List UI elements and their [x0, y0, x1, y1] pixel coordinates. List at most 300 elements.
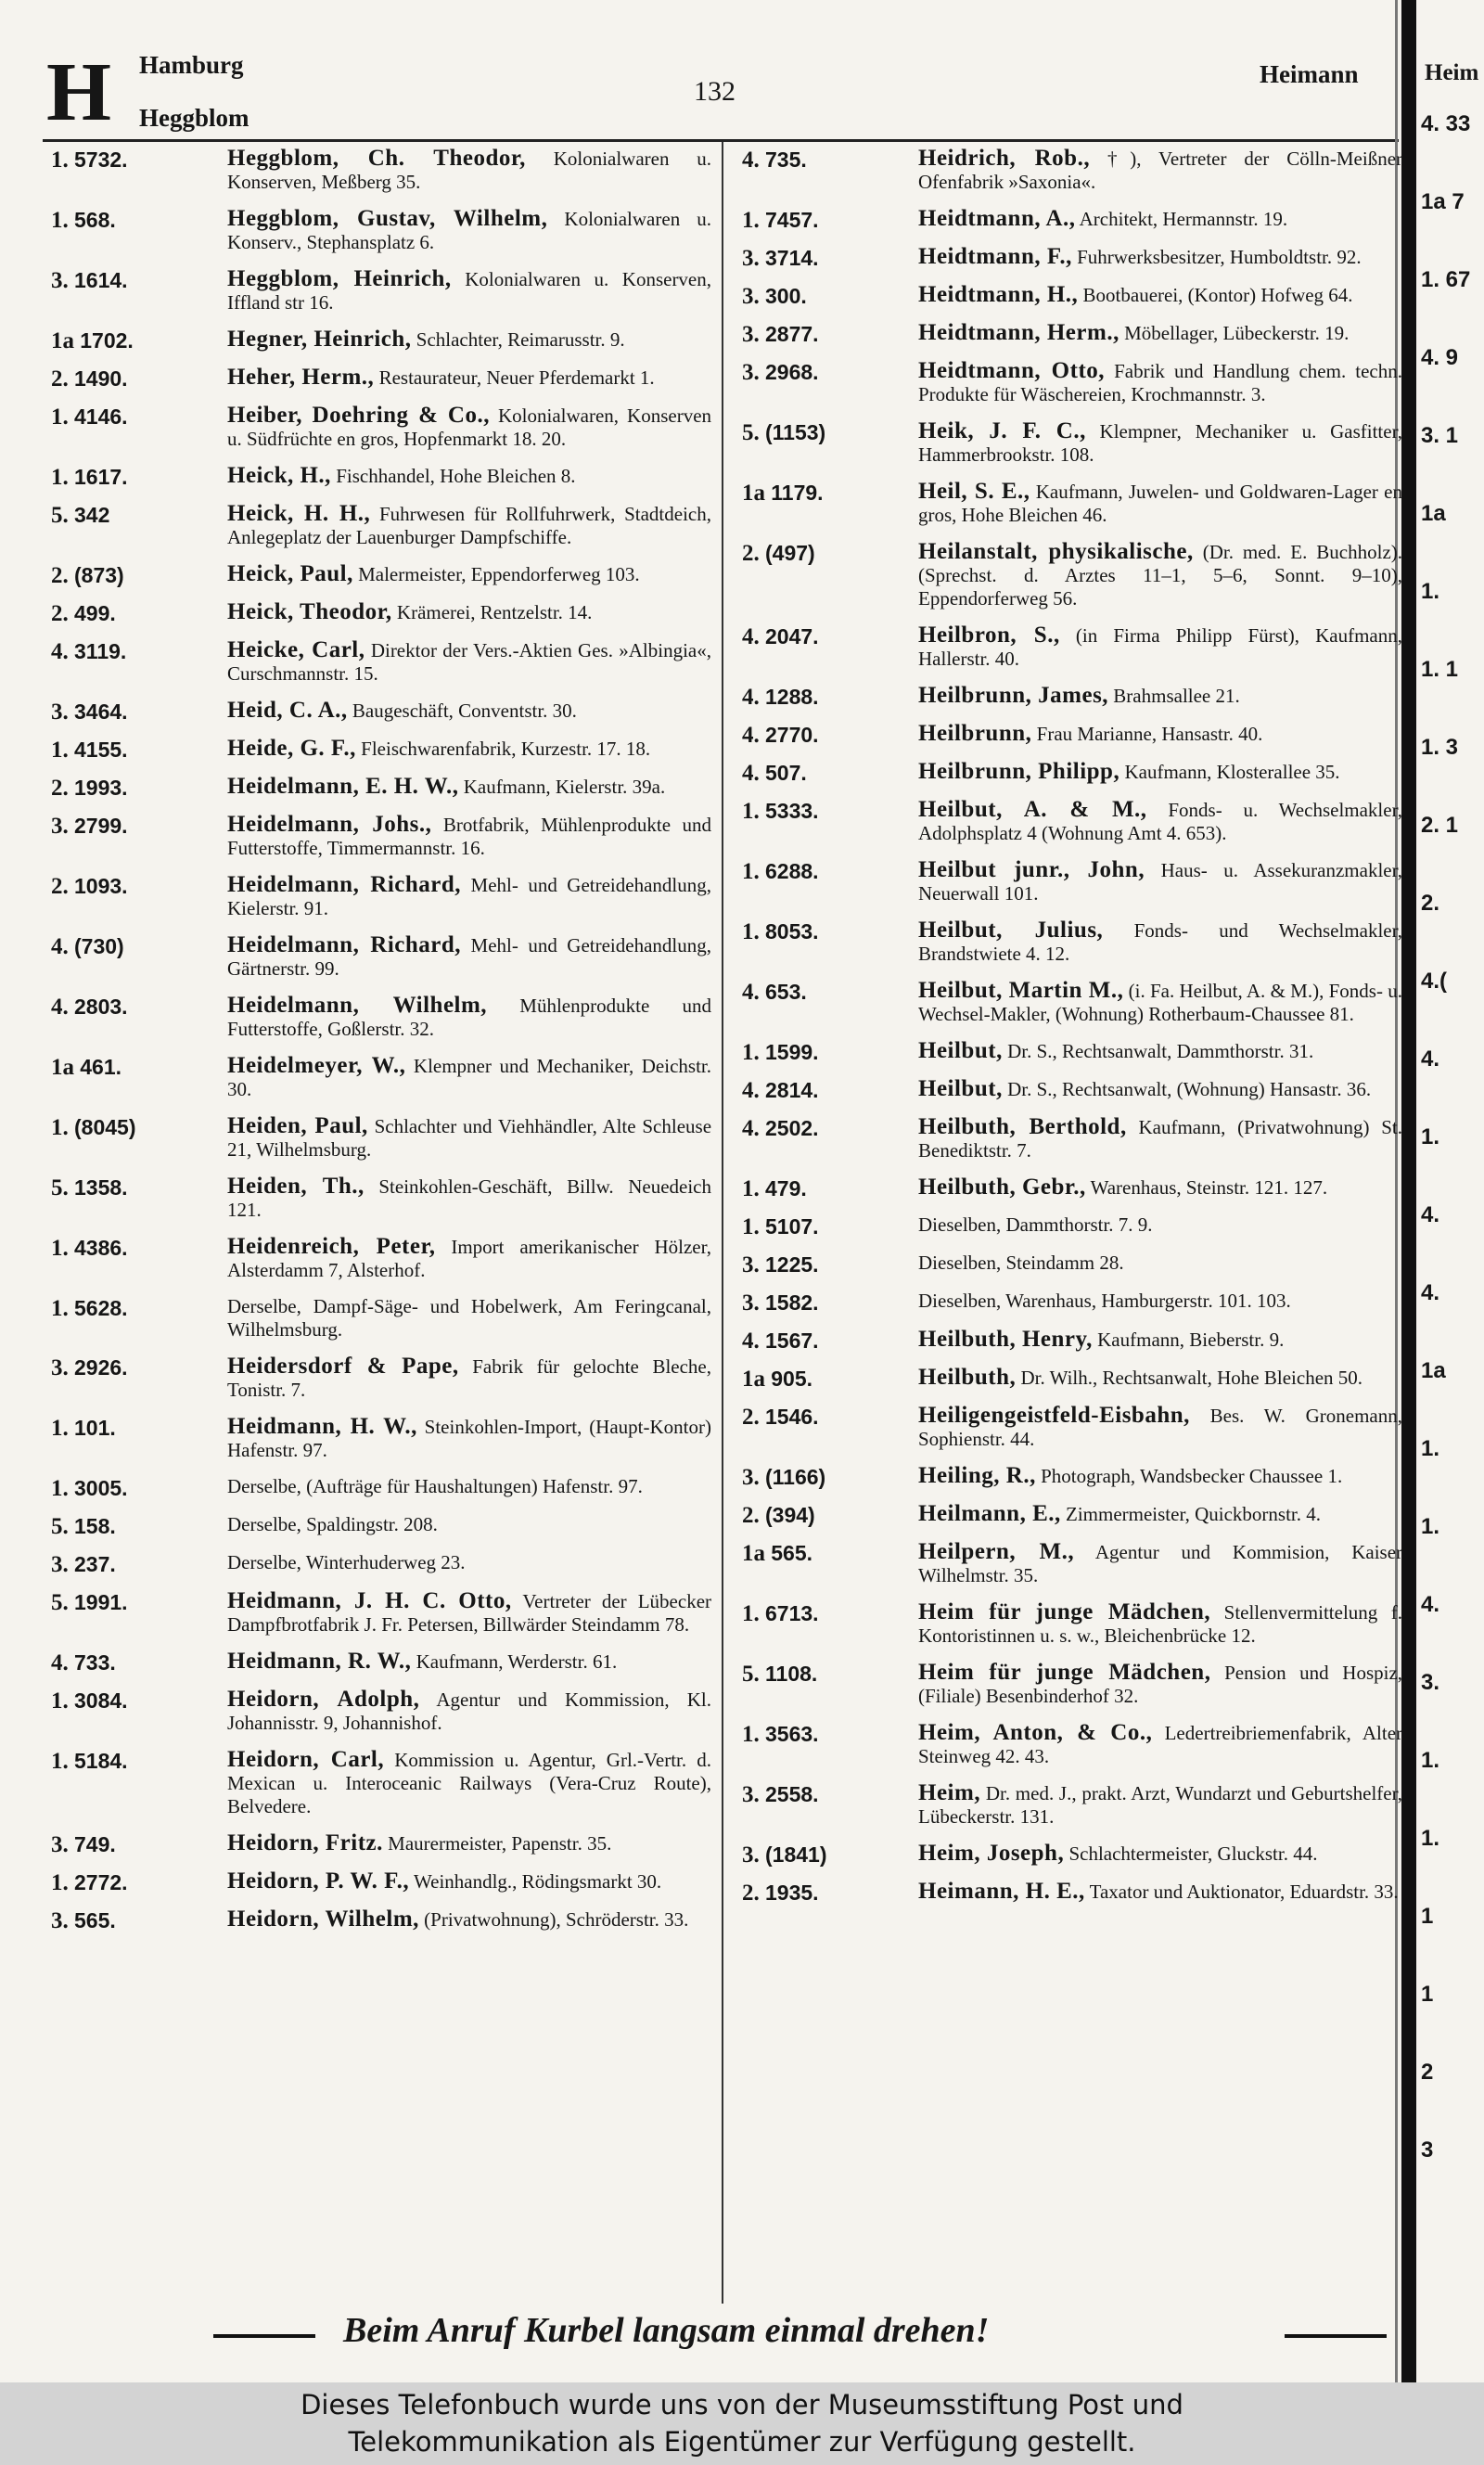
exchange-code — [51, 1235, 227, 1282]
margin-fragment: 1. 3 — [1421, 735, 1459, 760]
exchange-code — [51, 600, 227, 625]
subscriber-details: Schlachtermeister, Gluckstr. 44. — [1068, 1842, 1318, 1865]
entry-text — [918, 1290, 1402, 1315]
phone-number: (1153) — [765, 420, 826, 444]
subscriber-details: Restaurateur, Neuer Pferdemarkt 1. — [378, 366, 655, 389]
margin-fragment: 1. — [1421, 579, 1440, 604]
entry-text — [918, 1213, 1402, 1239]
entry-text — [227, 600, 711, 625]
subscriber-details: Fuhrwesen für Rollfuhrwerk, Stadtdeich, Anlegeplatz der Lauenburger Dampfschiffe. — [227, 503, 711, 548]
phone-number: 3714. — [765, 246, 819, 270]
exchange-office: 1. — [742, 1040, 760, 1065]
header-divider — [43, 139, 1399, 142]
directory-entry — [51, 207, 711, 254]
directory-entry — [742, 540, 1402, 610]
phone-number: 6713. — [765, 1601, 819, 1625]
directory-entry — [742, 321, 1402, 346]
subscriber-details: Haus- u. Assekuranzmakler, Neuerwall 101. — [918, 859, 1403, 905]
entry-text — [227, 562, 711, 587]
subscriber-name: Heilbron, S., — [918, 623, 1060, 648]
subscriber-name: Heidtmann, A., — [918, 206, 1076, 231]
exchange-code — [742, 1661, 918, 1708]
exchange-office: 4. — [742, 980, 760, 1005]
subscriber-details: Baugeschäft, Conventstr. 30. — [352, 700, 577, 722]
subscriber-name: Heimann, H. E., — [918, 1879, 1085, 1904]
phone-number: 507. — [765, 761, 807, 785]
entry-text — [227, 502, 711, 549]
exchange-office: 1. — [51, 1296, 69, 1321]
exchange-office: 1. — [742, 859, 760, 884]
exchange-code — [51, 1114, 227, 1162]
subscriber-name: Heidenreich, Peter, — [227, 1234, 436, 1259]
exchange-code — [51, 775, 227, 800]
exchange-office: 1. — [742, 1214, 760, 1239]
subscriber-details: Bes. W. Gronemann, Sophienstr. 44. — [918, 1405, 1402, 1450]
exchange-office: 1a — [742, 1367, 765, 1392]
footer-line-1: Dieses Telefonbuch wurde uns von der Museumsstiftung Post und — [301, 2389, 1183, 2420]
exchange-office: 3. — [742, 1465, 760, 1490]
entry-text — [227, 464, 711, 489]
subscriber-details: Maurermeister, Papenstr. 35. — [388, 1832, 612, 1855]
directory-entry — [51, 873, 711, 920]
exchange-code — [51, 1748, 227, 1818]
exchange-code — [742, 1404, 918, 1451]
entry-text — [918, 798, 1402, 845]
phone-number: (1841) — [765, 1842, 827, 1867]
subscriber-name: Heidorn, P. W. F., — [227, 1868, 410, 1894]
directory-entry — [51, 562, 711, 587]
phone-number: 499. — [74, 601, 116, 625]
subscriber-details: Pension und Hospiz, (Filiale) Besenbinderhof 32. — [918, 1662, 1403, 1707]
subscriber-details: Fonds- und Wechselmakler, Brandstwiete 4. 12. — [918, 919, 1402, 965]
subscriber-name: Heilbut, — [918, 1076, 1003, 1101]
exchange-code — [742, 1721, 918, 1768]
exchange-office: 1. — [51, 1416, 69, 1441]
phone-number: 1179. — [771, 481, 824, 505]
phone-number: 7457. — [765, 208, 819, 232]
phone-number: 1546. — [765, 1405, 819, 1429]
subscriber-name: Heim, Anton, & Co., — [918, 1720, 1153, 1745]
subscriber-details: Klempner und Mechaniker, Deichstr. 30. — [227, 1055, 711, 1100]
phone-number: 237. — [74, 1552, 116, 1576]
phone-number: 1567. — [765, 1329, 819, 1353]
exchange-code — [742, 760, 918, 785]
exchange-office: 4. — [51, 639, 69, 664]
exchange-office: 2. — [51, 563, 69, 588]
directory-entry — [51, 699, 711, 724]
entry-text — [918, 1077, 1402, 1102]
entry-text — [227, 699, 711, 724]
entry-text — [918, 1039, 1402, 1064]
directory-entry — [742, 979, 1402, 1026]
margin-fragment: 1. 1 — [1421, 657, 1459, 682]
exchange-code — [742, 1781, 918, 1829]
subscriber-details: Dr. Wilh., Rechtsanwalt, Hohe Bleichen 50. — [1020, 1367, 1363, 1389]
exchange-code — [51, 366, 227, 391]
exchange-office: 3. — [51, 1832, 69, 1857]
subscriber-details: Dieselben, Warenhaus, Hamburgerstr. 101. 103. — [918, 1290, 1291, 1312]
entry-text — [918, 359, 1402, 406]
subscriber-name: Heilbut junr., John, — [918, 857, 1145, 882]
subscriber-name: Heidelmann, Richard, — [227, 872, 462, 897]
directory-entry — [51, 1589, 711, 1637]
entry-text — [918, 722, 1402, 747]
directory-entry — [51, 1551, 711, 1576]
directory-entry — [51, 267, 711, 315]
subscriber-name: Heidorn, Wilhelm, — [227, 1907, 419, 1932]
exchange-code — [51, 1054, 227, 1101]
exchange-office: 3. — [51, 268, 69, 293]
exchange-code — [51, 813, 227, 860]
directory-entry — [51, 1513, 711, 1538]
exchange-office: 1. — [742, 919, 760, 944]
subscriber-name: Heide, G. F., — [227, 736, 356, 761]
margin-fragment: 1. 67 — [1421, 267, 1471, 292]
subscriber-details: Kaufmann, Bieberstr. 9. — [1097, 1329, 1285, 1351]
margin-fragment: 2 — [1421, 2060, 1434, 2085]
exchange-code — [51, 1175, 227, 1222]
entry-text — [227, 994, 711, 1041]
entry-text — [918, 1540, 1402, 1587]
phone-number: 2799. — [74, 814, 128, 838]
directory-entry — [51, 813, 711, 860]
subscriber-details: Kolonialwaren, Konserven u. Südfrüchte en gros, Hopfenmarkt 18. 20. — [227, 404, 712, 450]
entry-text — [227, 1114, 711, 1162]
subscriber-name: Heidorn, Carl, — [227, 1747, 385, 1772]
exchange-office: 2. — [742, 1881, 760, 1906]
entry-text — [227, 1688, 711, 1735]
exchange-code — [51, 1650, 227, 1675]
subscriber-name: Heilbuth, — [918, 1365, 1017, 1390]
phone-number: 5732. — [74, 148, 128, 172]
subscriber-name: Hegner, Heinrich, — [227, 327, 412, 352]
directory-entry — [742, 918, 1402, 966]
exchange-office: 1a — [742, 481, 765, 506]
directory-entry — [742, 147, 1402, 194]
left-column — [51, 147, 711, 1945]
exchange-office: 5. — [51, 1175, 69, 1200]
exchange-code — [51, 1295, 227, 1342]
entry-text — [227, 1748, 711, 1818]
directory-entry — [742, 760, 1402, 785]
subscriber-name: Heick, H. H., — [227, 501, 371, 526]
directory-entry — [742, 245, 1402, 270]
directory-entry — [51, 327, 711, 353]
exchange-office: 1. — [742, 1722, 760, 1747]
subscriber-name: Heilmann, E., — [918, 1501, 1061, 1526]
entry-text — [918, 1328, 1402, 1353]
subscriber-name: Heik, J. F. C., — [918, 418, 1086, 443]
exchange-code — [51, 1869, 227, 1894]
entry-text — [227, 1175, 711, 1222]
entry-text — [918, 1115, 1402, 1162]
subscriber-details: Derselbe, Spaldingstr. 208. — [227, 1513, 438, 1535]
exchange-code — [742, 321, 918, 346]
subscriber-details: Kaufmann, Juwelen- und Goldwaren-Lager en gros, Hohe Bleichen 46. — [918, 481, 1402, 526]
directory-entry — [51, 404, 711, 451]
subscriber-details: Malermeister, Eppendorferweg 103. — [358, 563, 640, 585]
subscriber-details: (i. Fa. Heilbut, A. & M.), Fonds- u. Wechsel-Makler, (Wohnung) Rotherbaum-Chaussee 81. — [918, 980, 1403, 1025]
margin-fragment: 1a 7 — [1421, 189, 1465, 214]
exchange-code — [742, 623, 918, 671]
exchange-office: 2. — [742, 541, 760, 566]
exchange-code — [742, 1842, 918, 1867]
directory-entry — [742, 419, 1402, 467]
exchange-office: 4. — [742, 1078, 760, 1103]
right-column — [742, 147, 1402, 1918]
subscriber-details: Schlachter, Reimarusstr. 9. — [416, 328, 625, 351]
subscriber-name: Heilbuth, Henry, — [918, 1327, 1093, 1352]
subscriber-name: Heidtmann, F., — [918, 244, 1072, 269]
subscriber-details: Dieselben, Dammthorstr. 7. 9. — [918, 1213, 1153, 1236]
exchange-office: 1. — [51, 404, 69, 430]
header-first-entry: Heggblom — [139, 104, 249, 132]
entry-text — [918, 1842, 1402, 1867]
directory-entry — [51, 1831, 711, 1856]
directory-entry — [742, 1842, 1402, 1867]
directory-entry — [742, 1252, 1402, 1277]
exchange-office: 1a — [742, 1541, 765, 1566]
phone-number: (394) — [765, 1503, 815, 1527]
exchange-code — [742, 1213, 918, 1239]
subscriber-name: Heggblom, Ch. Theodor, — [227, 146, 526, 171]
entry-text — [227, 327, 711, 353]
margin-fragment: 4. — [1421, 1046, 1440, 1072]
phone-number: 1993. — [74, 776, 128, 800]
exchange-code — [51, 327, 227, 353]
entry-text — [918, 1464, 1402, 1489]
phone-number: 1093. — [74, 874, 128, 898]
margin-fragment: 3. 1 — [1421, 423, 1459, 448]
phone-number: 158. — [74, 1514, 116, 1538]
subscriber-details: Mehl- und Getreidehandlung, Kielerstr. 91. — [227, 874, 711, 919]
subscriber-name: Heidersdorf & Pape, — [227, 1354, 459, 1379]
directory-entry — [51, 1869, 711, 1894]
footer-notice — [0, 2382, 1484, 2465]
subscriber-name: Heiden, Paul, — [227, 1113, 368, 1138]
exchange-office: 1. — [51, 148, 69, 173]
exchange-code — [742, 722, 918, 747]
subscriber-details: Dr. S., Rechtsanwalt, (Wohnung) Hansastr. 36. — [1007, 1078, 1372, 1100]
exchange-office: 4. — [51, 934, 69, 959]
margin-fragment: 4. 33 — [1421, 111, 1471, 136]
margin-fragment: 2. 1 — [1421, 813, 1459, 838]
directory-entry — [742, 1880, 1402, 1905]
directory-entry — [51, 1415, 711, 1462]
exchange-office: 3. — [742, 1252, 760, 1277]
subscriber-details: (Privatwohnung), Schröderstr. 33. — [424, 1908, 689, 1931]
margin-fragment: 3 — [1421, 2138, 1434, 2163]
exchange-code — [742, 798, 918, 845]
exchange-code — [51, 267, 227, 315]
exchange-code — [742, 1880, 918, 1905]
exchange-code — [51, 1688, 227, 1735]
subscriber-details: Klempner, Mechaniker u. Gasfitter, Hammerbrookstr. 108. — [918, 420, 1402, 466]
exchange-office: 4. — [742, 624, 760, 649]
exchange-code — [51, 1415, 227, 1462]
exchange-office: 5. — [742, 420, 760, 445]
subscriber-name: Heilbrunn, — [918, 721, 1032, 746]
subscriber-name: Heidtmann, H., — [918, 282, 1079, 307]
subscriber-details: Derselbe, (Aufträge für Haushaltungen) Hafenstr. 97. — [227, 1475, 643, 1497]
directory-entry — [742, 1781, 1402, 1829]
exchange-office: 1. — [742, 1601, 760, 1626]
directory-entry — [742, 1721, 1402, 1768]
entry-text — [918, 684, 1402, 709]
subscriber-details: Dr. S., Rechtsanwalt, Dammthorstr. 31. — [1007, 1040, 1314, 1062]
entry-text — [227, 1589, 711, 1637]
exchange-code — [51, 1513, 227, 1538]
directory-entry — [742, 722, 1402, 747]
entry-text — [918, 1404, 1402, 1451]
phone-number: 4146. — [74, 404, 128, 429]
exchange-code — [51, 873, 227, 920]
subscriber-details: Mühlenprodukte und Futterstoffe, Goßlerstr. 32. — [227, 995, 712, 1040]
subscriber-name: Heidelmann, E. H. W., — [227, 774, 459, 799]
exchange-office: 3. — [742, 1290, 760, 1316]
subscriber-name: Heidorn, Fritz. — [227, 1830, 383, 1855]
margin-fragment: 4. 9 — [1421, 345, 1459, 370]
margin-fragment: 2. — [1421, 891, 1440, 916]
entry-text — [918, 1175, 1402, 1200]
exchange-office: 2. — [51, 366, 69, 392]
entry-text — [227, 1295, 711, 1342]
margin-fragment: 4. — [1421, 1280, 1440, 1305]
exchange-code — [51, 464, 227, 489]
phone-number: 2502. — [765, 1116, 819, 1140]
entry-text — [918, 1721, 1402, 1768]
subscriber-name: Heidtmann, Otto, — [918, 358, 1106, 383]
exchange-office: 4. — [742, 723, 760, 748]
subscriber-name: Heggblom, Gustav, Wilhelm, — [227, 206, 548, 231]
directory-entry — [742, 1600, 1402, 1648]
directory-entry — [742, 798, 1402, 845]
phone-number: 565. — [74, 1908, 116, 1932]
phone-number: 2968. — [765, 360, 819, 384]
entry-text — [918, 1781, 1402, 1829]
exchange-code — [51, 502, 227, 549]
subscriber-details: Fonds- u. Wechselmakler, Adolphsplatz 4 (Wohnung Amt 4. 653). — [918, 799, 1402, 844]
subscriber-name: Heidtmann, Herm., — [918, 320, 1119, 345]
directory-entry — [51, 1295, 711, 1342]
directory-entry — [742, 1464, 1402, 1489]
exchange-code — [742, 359, 918, 406]
subscriber-details: Krämerei, Rentzelstr. 14. — [396, 601, 593, 623]
exchange-office: 2. — [742, 1405, 760, 1430]
exchange-code — [742, 147, 918, 194]
subscriber-details: Agentur und Kommission, Kl. Johannisstr. 9, Johannishof. — [227, 1688, 711, 1734]
exchange-office: 3. — [51, 1908, 69, 1933]
exchange-code — [742, 1175, 918, 1200]
footer-line-2: Telekommunikation als Eigentümer zur Verfügung gestellt. — [348, 2426, 1136, 2458]
exchange-office: 4. — [742, 1116, 760, 1141]
exchange-office: 1. — [51, 1749, 69, 1774]
margin-fragment: 1. — [1421, 1514, 1440, 1539]
exchange-office: 3. — [742, 322, 760, 347]
subscriber-details: Vertreter der Lübecker Dampfbrotfabrik J. Fr. Petersen, Billwärder Steindamm 78. — [227, 1590, 712, 1636]
subscriber-details: Kaufmann, Klosterallee 35. — [1124, 761, 1340, 783]
subscriber-details: Fabrik und Handlung chem. techn. Produkte für Wäschereien, Krochmannstr. 3. — [918, 360, 1403, 405]
subscriber-name: Heilbuth, Gebr., — [918, 1175, 1086, 1200]
phone-number: 1991. — [74, 1590, 128, 1614]
subscriber-details: Warenhaus, Steinstr. 121. 127. — [1090, 1176, 1328, 1199]
phone-number: 905. — [771, 1367, 813, 1391]
directory-entry — [51, 502, 711, 549]
subscriber-name: Heiligengeistfeld-Eisbahn, — [918, 1403, 1190, 1428]
phone-number: 653. — [765, 980, 807, 1004]
entry-text — [918, 979, 1402, 1026]
phone-number: 2814. — [765, 1078, 819, 1102]
margin-fragment: 4. — [1421, 1202, 1440, 1227]
directory-entry — [51, 600, 711, 625]
subscriber-name: Heidelmann, Richard, — [227, 932, 462, 957]
directory-entry — [742, 1115, 1402, 1162]
subscriber-details: Kaufmann, (Privatwohnung) St. Benediktstr. 7. — [918, 1116, 1403, 1162]
directory-entry — [51, 1235, 711, 1282]
entry-text — [227, 1513, 711, 1538]
subscriber-name: Heil, S. E., — [918, 479, 1030, 504]
phone-number: (497) — [765, 541, 815, 565]
exchange-code — [742, 1252, 918, 1277]
exchange-office: 3. — [742, 246, 760, 271]
subscriber-details: †), Vertreter der Cölln-Meißner Ofenfabrik »Saxonia«. — [918, 148, 1403, 193]
margin-fragment: 1a — [1421, 1358, 1446, 1383]
subscriber-details: Kommission u. Agentur, Grl.-Vertr. d. Mexican u. Interoceanic Railways (Vera-Cruz Route), Belvedere. — [227, 1749, 711, 1817]
directory-entry — [51, 1475, 711, 1500]
subscriber-name: Heiling, R., — [918, 1463, 1036, 1488]
phone-number: 101. — [74, 1416, 116, 1440]
entry-text — [918, 1502, 1402, 1527]
subscriber-details: Steinkohlen-Import, (Haupt-Kontor) Hafenstr. 97. — [227, 1416, 711, 1461]
subscriber-details: Taxator und Auktionator, Eduardstr. 33. — [1089, 1881, 1399, 1903]
subscriber-details: Import amerikanischer Hölzer, Alsterdamm 7, Alsterhof. — [227, 1236, 712, 1281]
exchange-code — [742, 858, 918, 905]
exchange-office: 1. — [51, 1476, 69, 1501]
subscriber-name: Heid, C. A., — [227, 698, 348, 723]
entry-text — [918, 283, 1402, 308]
exchange-code — [51, 1551, 227, 1576]
slogan-text: Beim Anruf Kurbel langsam einmal drehen! — [343, 2311, 990, 2350]
phone-number: 3119. — [74, 639, 127, 663]
entry-text — [227, 366, 711, 391]
exchange-office: 1. — [742, 1176, 760, 1201]
subscriber-name: Heick, Paul, — [227, 561, 353, 586]
phone-number: 342 — [74, 503, 110, 527]
exchange-code — [51, 1589, 227, 1637]
entry-text — [918, 147, 1402, 194]
margin-fragment: 1. — [1421, 1748, 1440, 1773]
entry-text — [227, 207, 711, 254]
directory-entry — [51, 147, 711, 194]
exchange-code — [51, 1354, 227, 1402]
subscriber-name: Heidelmann, Johs., — [227, 812, 432, 837]
subscriber-details: Brotfabrik, Mühlenprodukte und Futterstoffe, Timmermannstr. 16. — [227, 814, 712, 859]
subscriber-details: Kolonialwaren u. Konserven, Iffland str 16. — [227, 268, 712, 314]
subscriber-name: Heiden, Th., — [227, 1174, 365, 1199]
slogan-rule-left — [213, 2334, 315, 2338]
entry-text — [227, 813, 711, 860]
phone-number: 2047. — [765, 624, 819, 648]
subscriber-details: Fischhandel, Hohe Bleichen 8. — [336, 465, 576, 487]
subscriber-details: Brahmsallee 21. — [1113, 685, 1240, 707]
exchange-office: 3. — [51, 1355, 69, 1380]
directory-entry — [51, 1354, 711, 1402]
entry-text — [918, 540, 1402, 610]
exchange-office: 5. — [51, 1590, 69, 1615]
directory-entry — [51, 464, 711, 489]
entry-text — [227, 775, 711, 800]
subscriber-name: Heidmann, H. W., — [227, 1414, 417, 1439]
